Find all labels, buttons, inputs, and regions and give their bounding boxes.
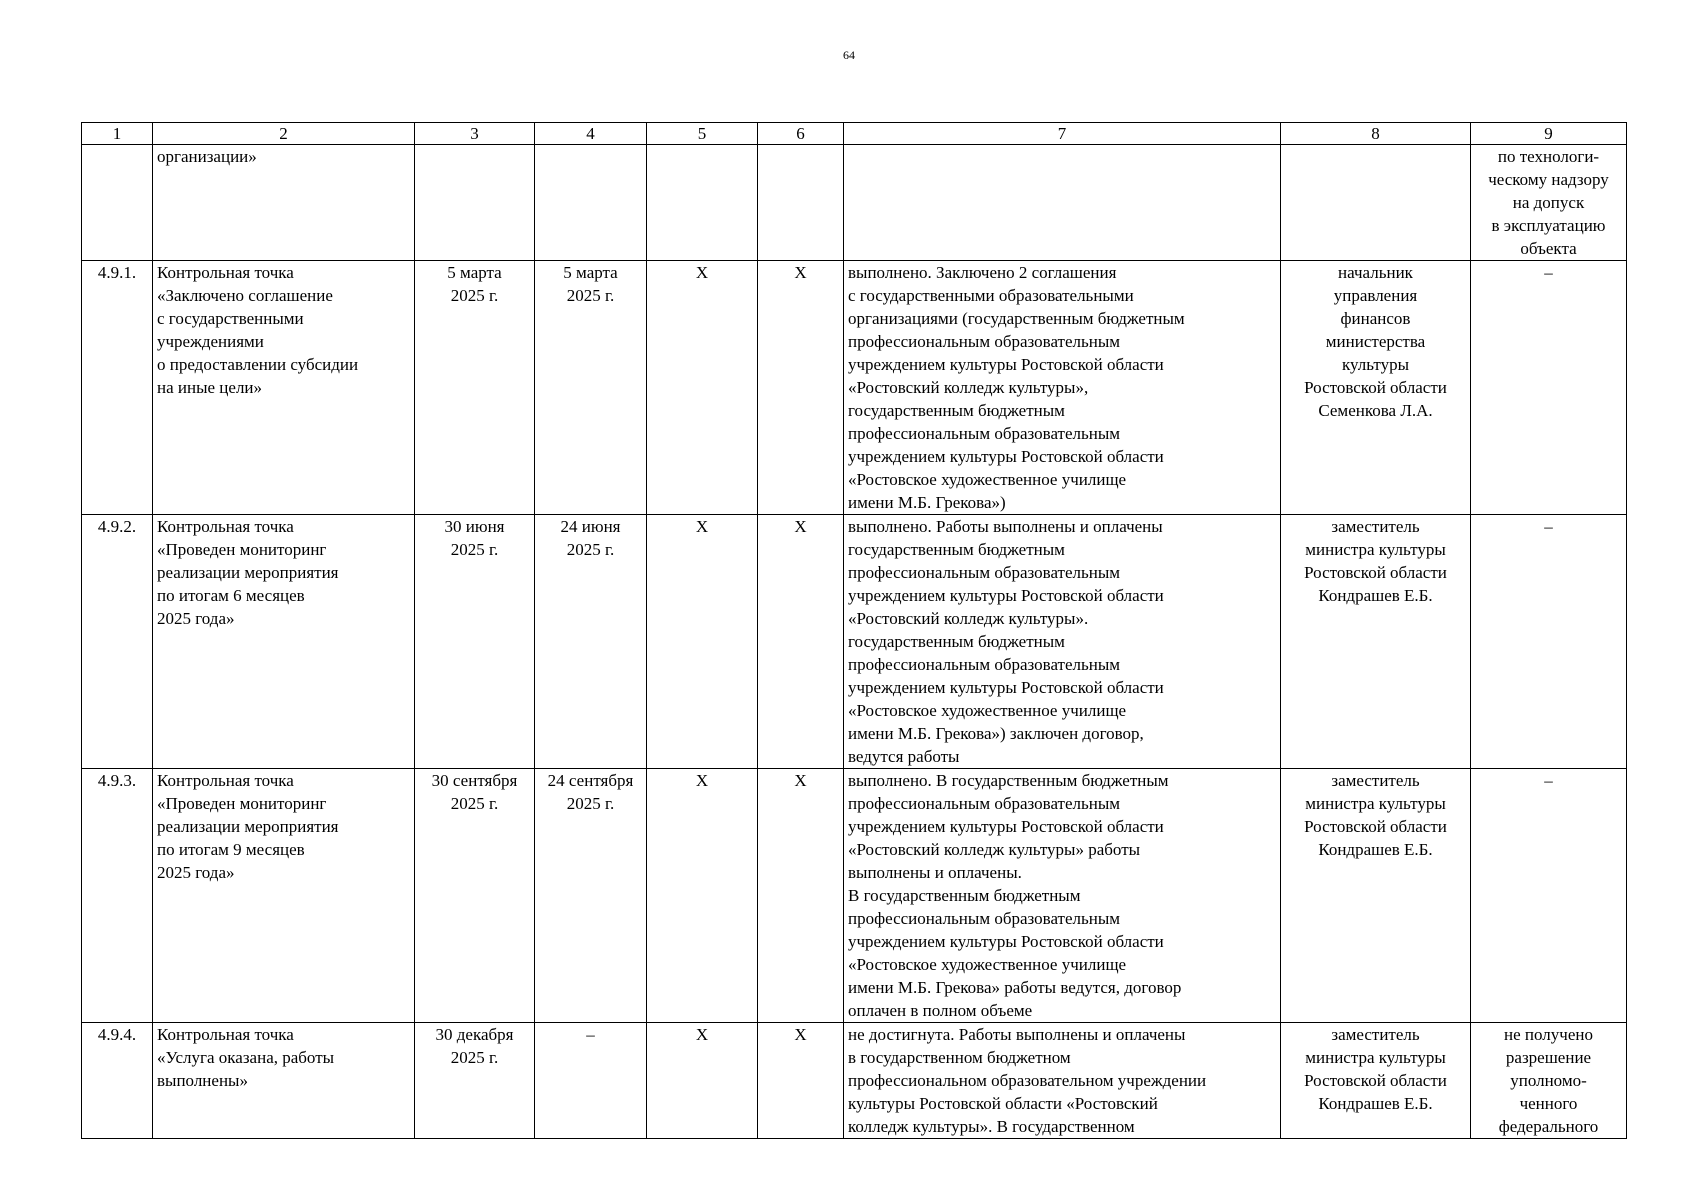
fact-date-cell: 5 марта 2025 г. bbox=[535, 261, 647, 515]
table-row bbox=[82, 261, 1627, 515]
status-cell bbox=[844, 145, 1281, 261]
row-number-cell: 4.9.1. bbox=[82, 261, 153, 515]
page-number: 64 bbox=[843, 48, 855, 62]
name-cell: Контрольная точка «Заключено соглашение с государственными учреждениями о предоставлении субсидии на иные цели» bbox=[153, 261, 415, 515]
col6-cell: Х bbox=[758, 769, 844, 1023]
column-header: 3 bbox=[415, 123, 535, 145]
status-cell: выполнено. Работы выполнены и оплачены государственным бюджетным профессиональным образовательным учреждением культуры Ростовской области «Ростовский колледж культуры». государственным бюджетным профессиональным образовательным учреждением культуры Ростовской области «Ростовское художественное училище имени М.Б. Грекова») заключен договор, ведутся работы bbox=[844, 515, 1281, 769]
responsible-cell: заместитель министра культуры Ростовской области Кондрашев Е.Б. bbox=[1281, 1023, 1471, 1139]
row-number-cell: 4.9.2. bbox=[82, 515, 153, 769]
column-header: 4 bbox=[535, 123, 647, 145]
status-cell: не достигнута. Работы выполнены и оплачены в государственном бюджетном профессиональном образовательном учреждении культуры Ростовской области «Ростовский колледж культуры». В государственном bbox=[844, 1023, 1281, 1139]
col6-cell: Х bbox=[758, 1023, 844, 1139]
plan-date-cell: 30 июня 2025 г. bbox=[415, 515, 535, 769]
responsible-cell: начальник управления финансов министерства культуры Ростовской области Семенкова Л.А. bbox=[1281, 261, 1471, 515]
responsible-cell: заместитель министра культуры Ростовской области Кондрашев Е.Б. bbox=[1281, 769, 1471, 1023]
note-cell: – bbox=[1471, 769, 1627, 1023]
plan-date-cell: 30 декабря 2025 г. bbox=[415, 1023, 535, 1139]
column-header: 8 bbox=[1281, 123, 1471, 145]
col6-cell bbox=[758, 145, 844, 261]
plan-date-cell: 30 сентября 2025 г. bbox=[415, 769, 535, 1023]
column-header: 2 bbox=[153, 123, 415, 145]
name-cell: организации» bbox=[153, 145, 415, 261]
responsible-cell bbox=[1281, 145, 1471, 261]
name-cell: Контрольная точка «Услуга оказана, работы выполнены» bbox=[153, 1023, 415, 1139]
column-header: 7 bbox=[844, 123, 1281, 145]
col5-cell: Х bbox=[647, 1023, 758, 1139]
fact-date-cell bbox=[535, 145, 647, 261]
note-cell: по технологи- ческому надзору на допуск в эксплуатацию объекта bbox=[1471, 145, 1627, 261]
table-row bbox=[82, 1023, 1627, 1139]
col5-cell bbox=[647, 145, 758, 261]
table-header-row bbox=[82, 123, 1627, 145]
column-header: 5 bbox=[647, 123, 758, 145]
plan-date-cell: 5 марта 2025 г. bbox=[415, 261, 535, 515]
note-cell: не получено разрешение уполномо- ченного федерального bbox=[1471, 1023, 1627, 1139]
status-cell: выполнено. Заключено 2 соглашения с государственными образовательными организациями (государственным бюджетным профессиональным образовательным учреждением культуры Ростовской области «Ростовский колледж культуры», государственным бюджетным профессиональным образовательным учреждением культуры Ростовской области «Ростовское художественное училище имени М.Б. Грекова») bbox=[844, 261, 1281, 515]
table-row bbox=[82, 769, 1627, 1023]
name-cell: Контрольная точка «Проведен мониторинг реализации мероприятия по итогам 9 месяцев 2025 года» bbox=[153, 769, 415, 1023]
row-number-cell: 4.9.3. bbox=[82, 769, 153, 1023]
name-cell: Контрольная точка «Проведен мониторинг реализации мероприятия по итогам 6 месяцев 2025 года» bbox=[153, 515, 415, 769]
column-header: 6 bbox=[758, 123, 844, 145]
plan-date-cell bbox=[415, 145, 535, 261]
fact-date-cell: – bbox=[535, 1023, 647, 1139]
status-cell: выполнено. В государственным бюджетным профессиональным образовательным учреждением культуры Ростовской области «Ростовский колледж культуры» работы выполнены и оплачены. В государственным бюджетным профессиональным образовательным учреждением культуры Ростовской области «Ростовское художественное училище имени М.Б. Грекова» работы ведутся, договор оплачен в полном объеме bbox=[844, 769, 1281, 1023]
col5-cell: Х bbox=[647, 769, 758, 1023]
column-header: 9 bbox=[1471, 123, 1627, 145]
row-number-cell: 4.9.4. bbox=[82, 1023, 153, 1139]
report-table bbox=[81, 122, 1627, 1139]
row-number-cell bbox=[82, 145, 153, 261]
column-header: 1 bbox=[82, 123, 153, 145]
responsible-cell: заместитель министра культуры Ростовской области Кондрашев Е.Б. bbox=[1281, 515, 1471, 769]
table-row bbox=[82, 515, 1627, 769]
col5-cell: Х bbox=[647, 515, 758, 769]
col5-cell: Х bbox=[647, 261, 758, 515]
col6-cell: Х bbox=[758, 515, 844, 769]
fact-date-cell: 24 июня 2025 г. bbox=[535, 515, 647, 769]
fact-date-cell: 24 сентября 2025 г. bbox=[535, 769, 647, 1023]
table-row bbox=[82, 145, 1627, 261]
note-cell: – bbox=[1471, 515, 1627, 769]
note-cell: – bbox=[1471, 261, 1627, 515]
col6-cell: Х bbox=[758, 261, 844, 515]
